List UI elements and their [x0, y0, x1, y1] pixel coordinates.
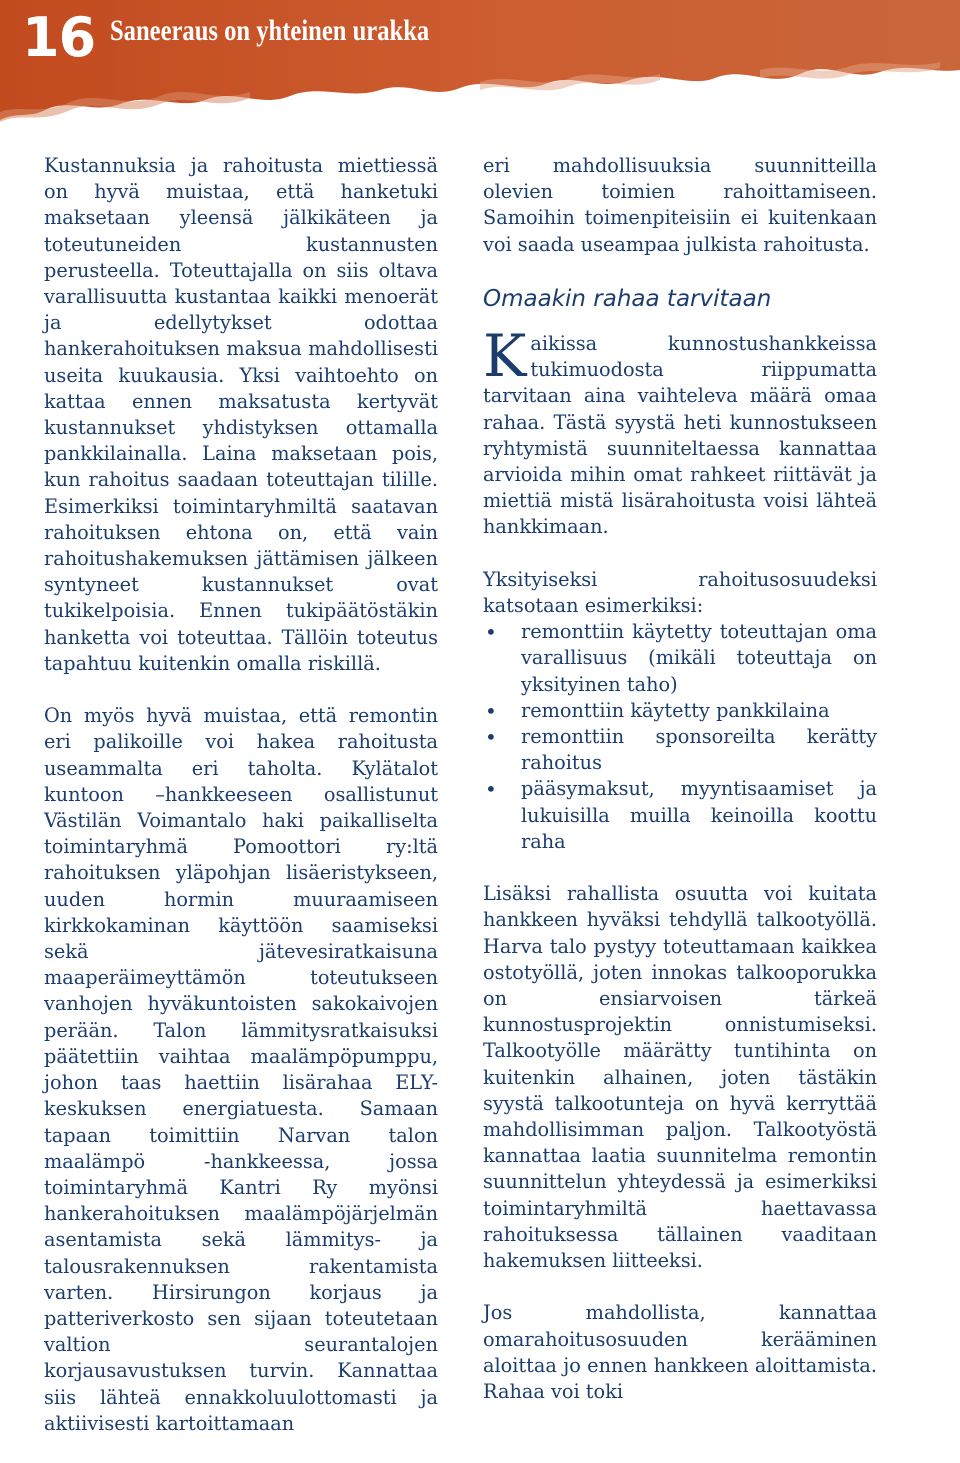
- list-item: • remonttiin käytetty toteuttajan oma varallisuus (mikäli toteuttaja on yksityinen taho): [483, 619, 877, 698]
- right-column: [483, 153, 877, 1431]
- list-item: • remonttiin käytetty pankkilaina: [483, 698, 877, 724]
- drop-cap: K: [483, 322, 527, 390]
- page-header: [0, 0, 960, 130]
- list-item: • pääsymaksut, myyntisaamiset ja lukuisilla muilla keinoilla koottu raha: [483, 776, 877, 855]
- list-item: • remonttiin sponsoreilta kerätty rahoitus: [483, 724, 877, 776]
- intro-paragraph: [483, 322, 877, 541]
- paragraph: On myös hyvä muistaa, että remontin eri palikoille voi hakea rahoitusta useammalta eri taholta. Kylätalot kuntoon –hankkeeseen osallistunut Västilän Voimantalo haki paikalliselta toimintaryhmä Pomoottori ry:ltä rahoituksen yläpohjan lisäeristykseen, uuden hormin muuraamiseen kirkkokaminan käyttöön saamiseksi sekä jätevesiratkaisuna maaperäimeyttämön toteutukseen vanhojen hyväkuntoisten sakokaivojen perään. Talon lämmitysratkaisuksi päätettiin vaihtaa maalämpöpumppu, johon taas haettiin lisärahaa ELY-keskuksen energiatuesta. Samaan tapaan toimittiin Narvan talon maalämpö -hankkeessa, jossa toimintaryhmä Kantri Ry myönsi hankerahoituksen maalämpöjärjelmän asentamista sekä lämmitys- ja talousrakennuksen rakentamista varten. Hirsirungon korjaus ja patteriverkosto sen sijaan toteutetaan valtion seurantalojen korjausavustuksen turvin. Kannattaa siis lähteä ennakkoluulottomasti ja aktiivisesti kartoittamaan: [44, 704, 438, 1435]
- section-title: Saneeraus on yhteinen urakka: [110, 14, 430, 47]
- paragraph: Jos mahdollista, kannattaa omarahoitusosuuden kerääminen aloittaa jo ennen hankkeen aloittamista. Rahaa voi toki: [483, 1301, 877, 1404]
- paragraph: Kustannuksia ja rahoitusta miettiessä on hyvä muistaa, että hanketuki maksetaan yleensä jälkikäteen ja toteutuneiden kustannusten perusteella. Toteuttajalla on siis oltava varallisuutta kustantaa kaikki menoerät ja edellytykset odottaa hankerahoituksen maksua mahdollisesti useita kuukausia. Yksi vaihtoehto on kattaa ennen maksatusta kertyvät kustannukset yhdistyksen ottamalla pankkilainalla. Laina maksetaan pois, kun rahoitus saadaan toteuttajan tilille. Esimerkiksi toimintaryhmiltä saatavan rahoituksen ehtona on, että vain rahoitushakemuksen jättämisen jälkeen syntyneet kustannukset ovat tukikelpoisia. Ennen tukipäätöstäkin hanketta voi toteuttaa. Tällöin toteutus tapahtuu kuitenkin omalla riskillä.: [44, 154, 438, 675]
- subheading: Omaakin rahaa tarvitaan: [483, 286, 772, 312]
- paragraph: Lisäksi rahallista osuutta voi kuitata hankkeen hyväksi tehdyllä talkootyöllä. Harva talo pystyy toteuttamaan kaikkea ostotyöllä, joten innokas talkooporukka on ensiarvoisen tärkeä kunnostusprojektin onnistumiseksi. Talkootyölle määrätty tuntihinta on kuitenkin alhainen, joten tästäkin syystä talkootunteja on hyvä kerryttää mahdollisimman paljon. Talkootyöstä kannattaa laatia suunnitelma remontin suunnittelun yhteydessä ja esimerkiksi toimintaryhmiltä haettavassa rahoituksessa tällainen vaaditaan hakemuksen liitteeksi.: [483, 882, 877, 1273]
- left-column: [44, 153, 438, 1463]
- bullet-list: [483, 619, 877, 855]
- intro-text: aikissa kunnostushankkeissa tukimuodosta riippumatta tarvitaan aina vaihteleva määrä omaa rahaa. Tästä syystä heti kunnostukseen ryhtymistä suunniteltaessa kannattaa arvioida mihin omat rahkeet riittävät ja miettiä mistä lisärahoitusta voisi lähteä hankkimaan.: [483, 332, 877, 539]
- paragraph-continuation: eri mahdollisuuksia suunnitteilla olevien toimien rahoittamiseen. Samoihin toimenpiteisiin ei kuitenkaan voi saada useampaa julkista rahoitusta.: [483, 154, 877, 256]
- list-intro: Yksityiseksi rahoitusosuudeksi katsotaan esimerkiksi:: [483, 567, 877, 618]
- page-number: 16: [22, 6, 96, 69]
